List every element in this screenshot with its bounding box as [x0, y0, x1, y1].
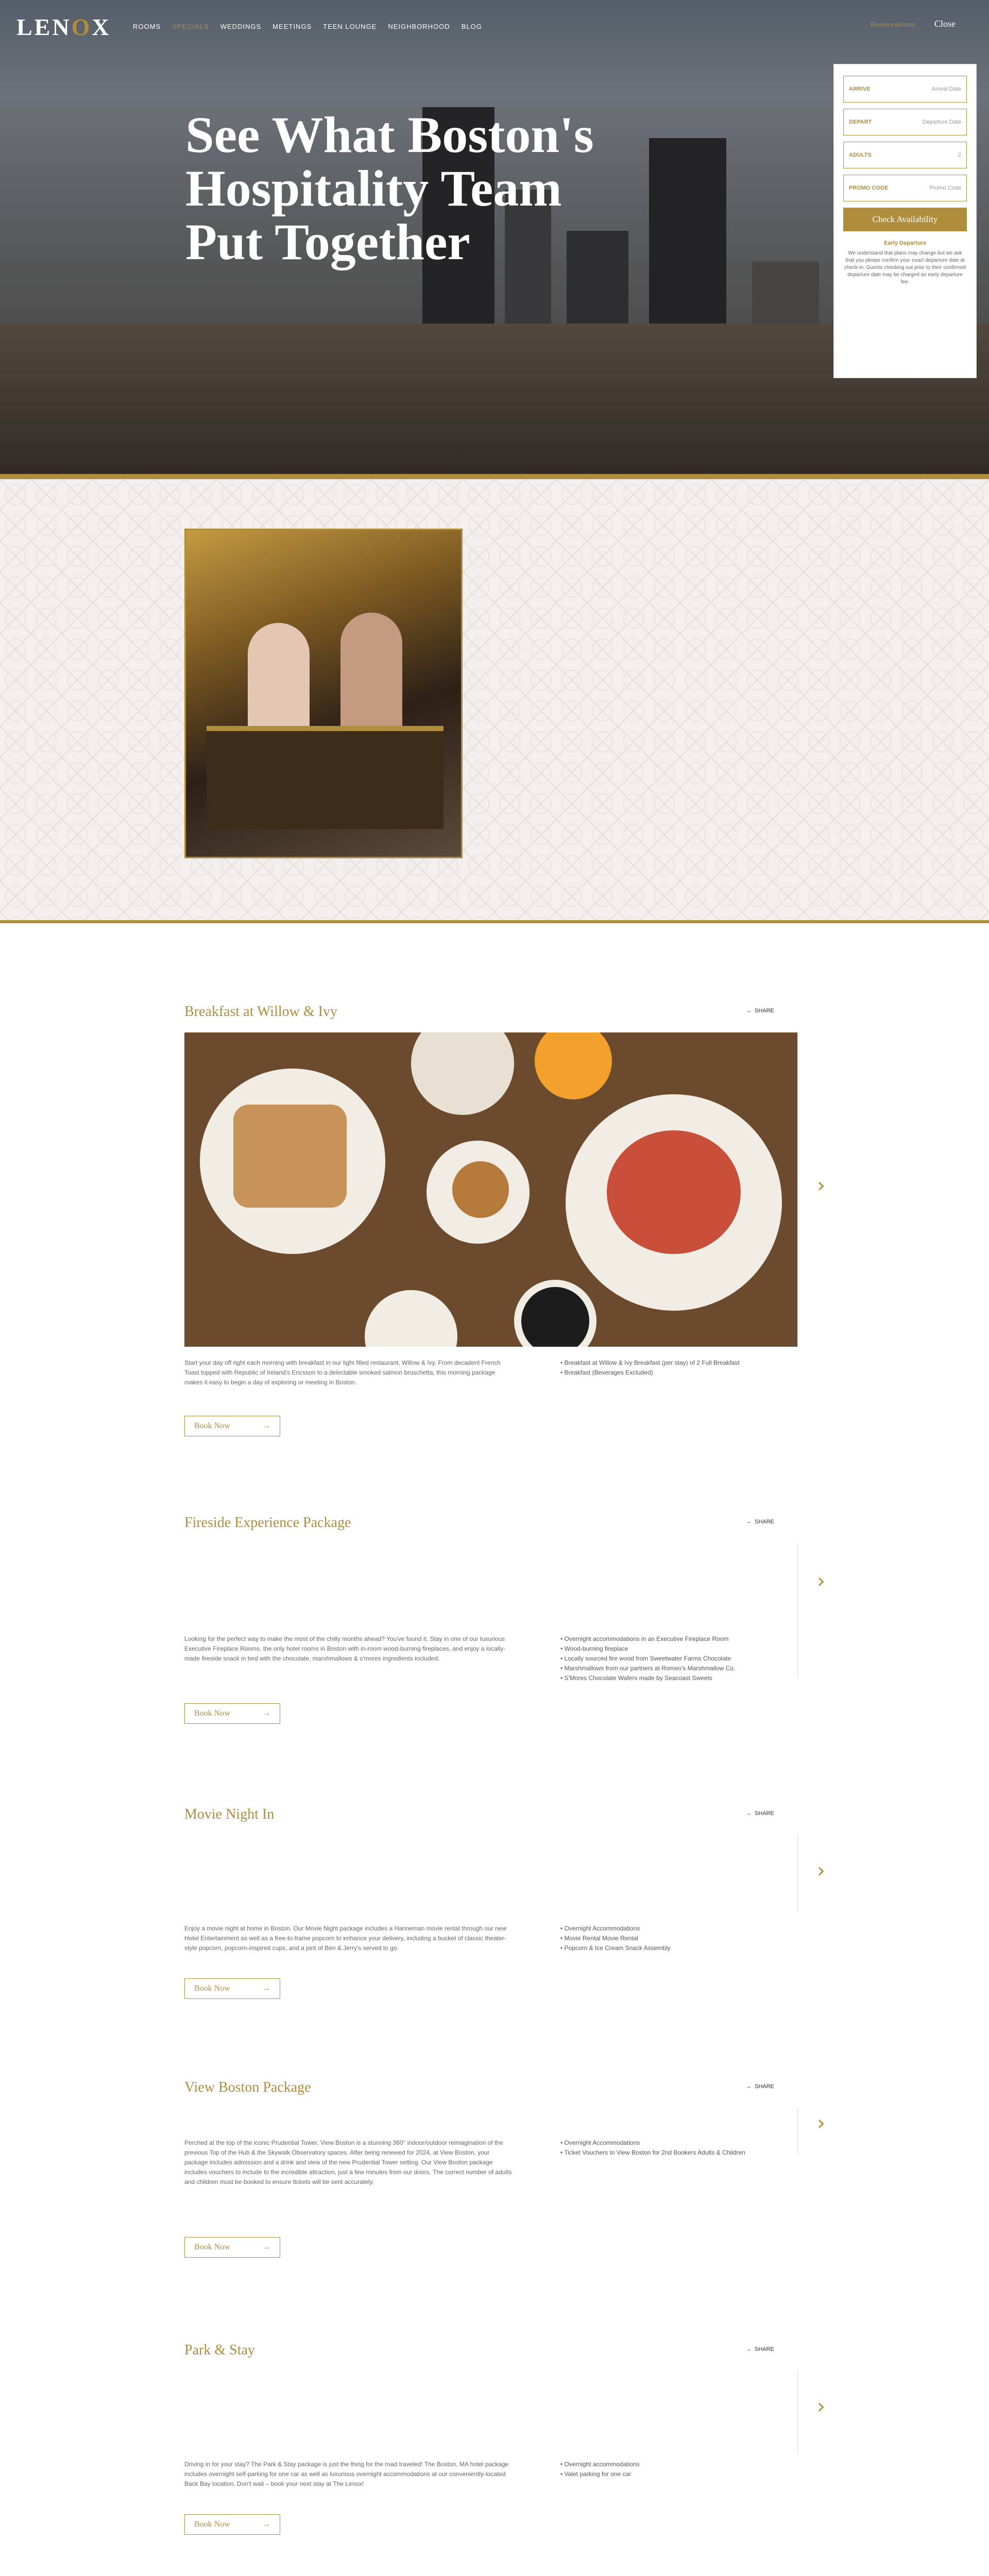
package-inclusions: • Overnight Accommodations • Movie Rental Movie Rental • Popcorn & Ice Cream Snack Assembly — [560, 1924, 782, 1953]
share-button[interactable]: → SHARE — [746, 2083, 774, 2090]
carousel-next-icon[interactable]: › — [817, 1569, 825, 1593]
package-description: Perched at the top of the iconic Prudential Tower, View Boston is a stunning 360° indoor/outdoor reimagination of the previous Top of the Hub & the Skywalk Observatory spaces. After being renewed for 2024, at View Boston, your package includes admission and a drink and view of the new Prudential Tower setting. Our View Boston package includes vouchers to include to the incredible attraction, just a few minutes from our doors. The correct number of adults and children must be booked to ensure tickets will be sent accurately. — [184, 2139, 512, 2185]
package-movie-night — [184, 1806, 825, 2012]
package-inclusions: • Overnight accommodations • Valet parking for one car — [560, 2460, 782, 2479]
hero-title: See What Boston's Hospitality Team Put Together — [185, 106, 594, 270]
package-description: Enjoy a movie night at home in Boston. Our Movie Night package includes a Hanneman movie rental through our new Hotel Entertainment as well as a free-to-frame popcorn to enhance your delivery, including a bucket of classic theater-style popcorn, popcorn-inspired cups, and a pint of Ben & Jerry's served to go. — [184, 1925, 507, 1952]
divider — [0, 920, 989, 923]
package-breakfast — [184, 1004, 825, 1442]
arrow-right-icon: → — [262, 1709, 270, 1718]
package-title: Breakfast at Willow & Ivy — [184, 1004, 337, 1020]
share-icon: → — [746, 1519, 752, 1525]
early-departure-note: Early Departure We understand that plans may change but we ask that you please confirm your exact departure date at check-in. Guests checking out prior to their confirmed departure date may be charged an early departure fee. — [844, 240, 966, 285]
book-now-button[interactable]: Book Now → — [184, 1703, 280, 1724]
adults-select[interactable]: ADULTS 2 — [843, 142, 967, 168]
breakfast-photo — [184, 1032, 797, 1347]
share-button[interactable]: → SHARE — [746, 2346, 774, 2352]
package-title: Park & Stay — [184, 2342, 255, 2358]
share-button[interactable]: → SHARE — [746, 1519, 774, 1525]
share-icon: → — [746, 2083, 752, 2090]
package-title: View Boston Package — [184, 2079, 311, 2095]
package-inclusions: • Overnight accommodations in an Executive Fireplace Room • Wood-burning fireplace • Locally sourced fire wood from Sweetwater Farms Chocolate • Marshmallows from our partners at Romeo's Marshmallow Co. • S'Mores Chocolate Wafers made by Seacoast Sweets — [560, 1634, 782, 1683]
package-title: Movie Night In — [184, 1806, 275, 1822]
close-button[interactable]: Close — [934, 19, 956, 29]
logo[interactable]: LENOX — [16, 14, 111, 40]
package-view-boston — [184, 2079, 825, 2285]
top-navigation — [0, 0, 989, 52]
package-inclusions: • Overnight Accommodations • Ticket Vouchers to View Boston for 2nd Bookers Adults & Children — [560, 2138, 782, 2158]
book-now-button[interactable]: Book Now → — [184, 2237, 280, 2258]
share-button[interactable]: → SHARE — [746, 1810, 774, 1817]
kids-photo — [184, 529, 463, 858]
nav-item-specials[interactable]: SPECIALS — [172, 23, 209, 30]
nav-item-weddings[interactable]: WEDDINGS — [220, 23, 262, 30]
booking-widget — [833, 64, 977, 378]
arrow-right-icon: → — [262, 1421, 270, 1430]
arrow-right-icon: → — [262, 1984, 270, 1993]
nav-item-rooms[interactable]: ROOMS — [133, 23, 161, 30]
share-icon: → — [746, 1810, 752, 1817]
carousel-next-icon[interactable]: › — [817, 1174, 825, 1197]
book-now-button[interactable]: Book Now → — [184, 1978, 280, 1999]
nav-item-neighborhood[interactable]: NEIGHBORHOOD — [388, 23, 450, 30]
carousel-next-icon[interactable]: › — [817, 2395, 825, 2418]
reservations-link[interactable]: Reservations — [871, 21, 916, 28]
divider — [0, 474, 989, 479]
depart-field[interactable]: DEPART Departure Date — [843, 109, 967, 135]
carousel-next-icon[interactable]: › — [817, 1859, 825, 1883]
arrive-field[interactable]: ARRIVE Arrival Date — [843, 76, 967, 103]
nav-item-blog[interactable]: BLOG — [461, 23, 482, 30]
arrow-right-icon: → — [262, 2243, 270, 2251]
arrow-right-icon: → — [262, 2520, 270, 2529]
share-icon: → — [746, 1008, 752, 1014]
package-description: Start your day off right each morning with breakfast in our light filled restaurant, Willow & Ivy. From decadent French Toast topped with Republic of Ireland's Ericsson to a delectable smoked salmon bruschetta, this morning package makes it easy to begin a day of exploring or meeting in Boston. — [184, 1359, 501, 1386]
promo-code-field[interactable]: PROMO CODE Promo Code — [843, 175, 967, 201]
package-description: Looking for the perfect way to make the most of the chilly months ahead? You've found it. Stay in one of our luxurious Executive Fireplace Rooms, the only hotel rooms in Boston with in-room wood-burning fireplaces, and enjoy a locally-made fireside snack in bed with the chocolate, marshmallows & s'mores ingredients included. — [184, 1635, 505, 1662]
pattern-section — [0, 479, 989, 922]
package-park-stay — [184, 2342, 825, 2548]
package-description: Driving in for your stay? The Park & Stay package is just the thing for the road traveled! The Boston, MA hotel package includes overnight self-parking for one car as well as luxurious overnight accommodations at our conveniently-located Back Bay location. Don't wait – book your next stay at The Lenox! — [184, 2461, 509, 2487]
package-inclusions: • Breakfast at Willow & Ivy Breakfast (per stay) of 2 Full Breakfast • Breakfast (Beverages Excluded) — [560, 1358, 782, 1378]
nav-item-meetings[interactable]: MEETINGS — [272, 23, 312, 30]
package-title: Fireside Experience Package — [184, 1515, 351, 1531]
package-fireside — [184, 1515, 825, 1731]
book-now-button[interactable]: Book Now → — [184, 1416, 280, 1436]
carousel-next-icon[interactable]: › — [817, 2111, 825, 2135]
check-availability-button[interactable]: Check Availability — [843, 208, 967, 231]
book-now-button[interactable]: Book Now → — [184, 2514, 280, 2535]
share-icon: → — [746, 2346, 752, 2352]
nav-item-teen-lounge[interactable]: TEEN LOUNGE — [323, 23, 377, 30]
share-button[interactable]: → SHARE — [746, 1008, 774, 1014]
main-nav — [133, 23, 482, 30]
